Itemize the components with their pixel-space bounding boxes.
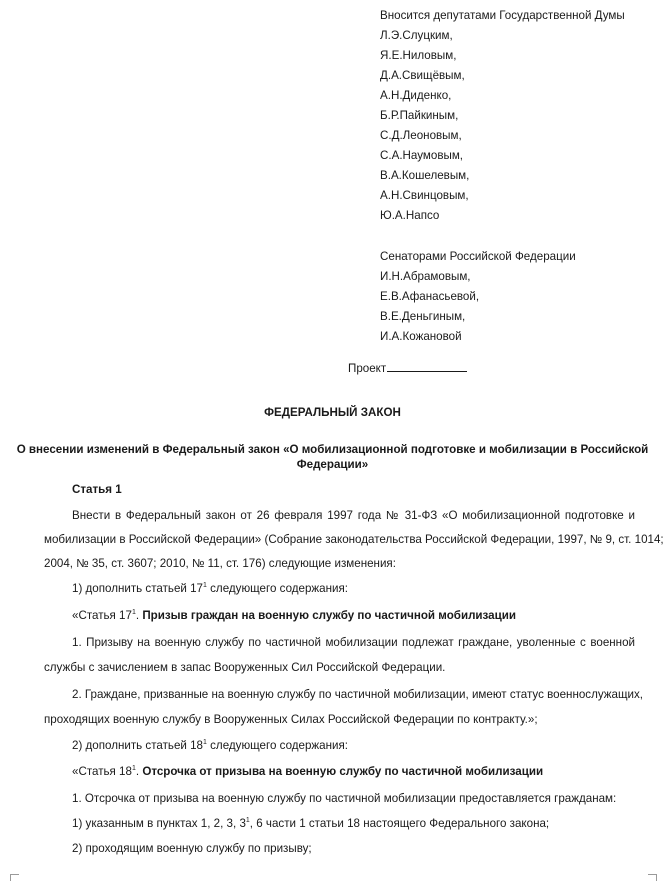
amendment-item-2-sup: 1 [203, 739, 207, 747]
senators-header: Сенаторами Российской Федерации [380, 250, 576, 263]
article-17-1-part-2-line-1: 2. Граждане, призванные на военную службу по частичной мобилизации, имеют статус военнослужащих, [72, 688, 644, 701]
amendment-item-1-rest: следующего содержания: [206, 582, 349, 595]
article-1-intro-line-1: Внести в Федеральный закон от 26 февраля 1997 года № 31-ФЗ «О мобилизационной подготовке и [72, 509, 635, 522]
amendment-item-2 [72, 739, 348, 752]
deputy-name: С.А.Наумовым, [380, 149, 464, 162]
amendment-item-1 [72, 582, 348, 595]
article-1-intro-line-3: 2004, № 35, ст. 3607; 2010, № 11, ст. 176) следующие изменения: [44, 557, 396, 570]
article-18-1-subitem-1-text: 1) указанным в пунктах 1, 2, 3, 3 [72, 817, 246, 830]
deputy-name: Л.Э.Слуцким, [380, 29, 453, 42]
deputy-name: Д.А.Свищёвым, [380, 69, 465, 82]
article-1-heading: Статья 1 [72, 483, 122, 496]
article-17-1-title: Призыв граждан на военную службу по частичной мобилизации [142, 609, 517, 622]
introducers-header: Вносится депутатами Государственной Думы [380, 9, 625, 22]
law-title-line-1: О внесении изменений в Федеральный закон «О мобилизационной подготовке и мобилизации в Российской [16, 443, 649, 456]
deputy-name: Ю.А.Напсо [380, 209, 440, 222]
amendment-item-2-rest: следующего содержания: [206, 739, 349, 752]
article-18-1-subitem-1-sup: 1 [245, 817, 250, 825]
deputy-name: Я.Е.Ниловым, [380, 49, 457, 62]
article-18-1-heading [72, 765, 543, 778]
article-18-1-part-1: 1. Отсрочка от призыва на военную службу по частичной мобилизации предоставляется гражданам: [72, 792, 617, 805]
senator-name: И.Н.Абрамовым, [380, 270, 471, 283]
page-corner-mark-left [10, 874, 19, 881]
project-label: Проект [348, 362, 387, 375]
article-17-1-sup: 1 [131, 609, 136, 617]
deputy-name: В.А.Кошелевым, [380, 169, 470, 182]
deputy-name: А.Н.Свинцовым, [380, 189, 469, 202]
project-field [348, 362, 467, 375]
senator-name: В.Е.Деньгиным, [380, 310, 466, 323]
senator-name: И.А.Кожановой [380, 330, 462, 343]
amendment-item-2-text: 2) дополнить статьей 18 [72, 739, 203, 752]
deputy-name: С.Д.Леоновым, [380, 129, 462, 142]
article-17-1-part-1-line-2: службы с зачислением в запас Вооруженных Сил Российской Федерации. [44, 661, 446, 674]
amendment-item-1-sup: 1 [203, 582, 207, 590]
article-17-1-dot: . [135, 609, 143, 622]
article-18-1-sup: 1 [131, 765, 136, 773]
article-17-1-part-1-line-1: 1. Призыву на военную службу по частичной мобилизации подлежат граждане, уволенные с военной [72, 636, 635, 649]
article-18-1-prefix: «Статья 18 [72, 765, 132, 778]
project-number-blank [387, 363, 467, 372]
article-18-1-dot: . [135, 765, 143, 778]
article-18-1-subitem-1-rest: , 6 части 1 статьи 18 настоящего Федерального закона; [249, 817, 550, 830]
article-17-1-prefix: «Статья 17 [72, 609, 132, 622]
article-17-1-heading [72, 609, 516, 622]
deputy-name: А.Н.Диденко, [380, 89, 452, 102]
article-18-1-subitem-2: 2) проходящим военную службу по призыву; [72, 842, 312, 855]
senator-name: Е.В.Афанасьевой, [380, 290, 480, 303]
law-title-line-2: Федерации» [296, 458, 369, 471]
article-18-1-subitem-1 [72, 817, 549, 830]
deputy-name: Б.Р.Пайкиным, [380, 109, 459, 122]
page-corner-mark-right [648, 874, 657, 881]
article-18-1-title: Отсрочка от призыва на военную службу по частичной мобилизации [142, 765, 544, 778]
law-type: ФЕДЕРАЛЬНЫЙ ЗАКОН [264, 406, 401, 419]
article-1-intro-line-2: мобилизации в Российской Федерации» (Собрание законодательства Российской Федерации, 1997, № 9, ст. 1014; [44, 533, 664, 546]
article-17-1-part-2-line-2: проходящих военную службу в Вооруженных Силах Российской Федерации по контракту.»; [44, 713, 538, 726]
amendment-item-1-text: 1) дополнить статьей 17 [72, 582, 203, 595]
